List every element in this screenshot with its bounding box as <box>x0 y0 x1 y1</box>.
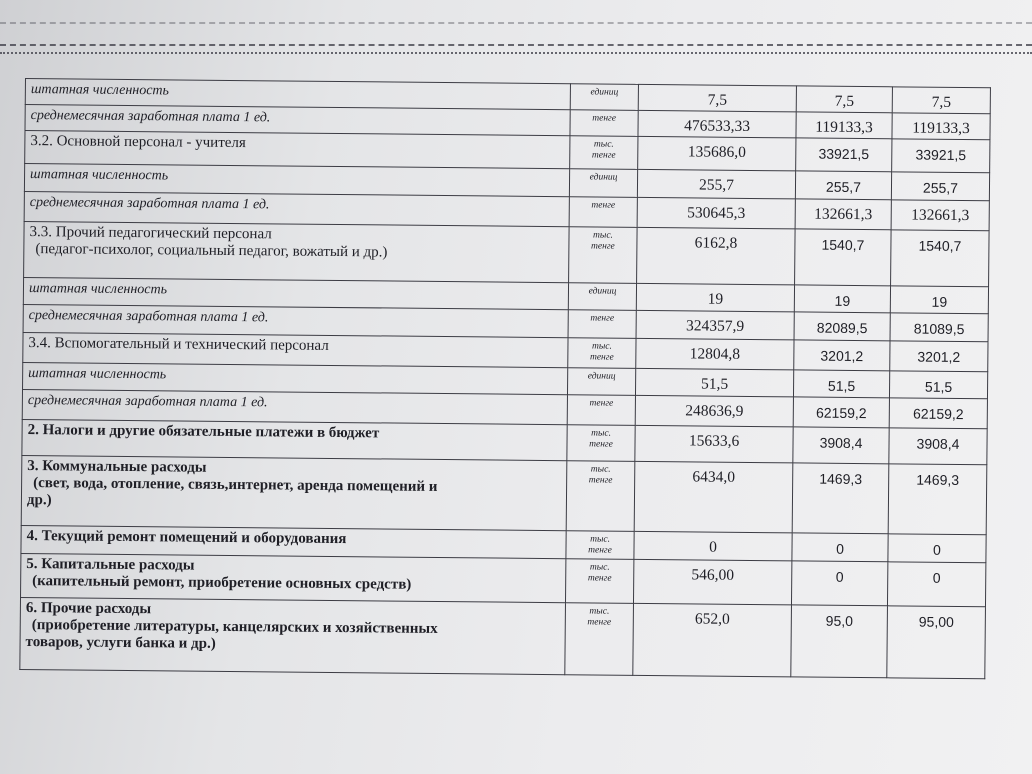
unit-text: тыс. <box>589 606 610 617</box>
value-cell-col2: 33921,5 <box>796 138 892 172</box>
unit-cell <box>565 603 634 676</box>
budget-table <box>19 78 991 679</box>
value-cell-col3: 1469,3 <box>888 464 987 535</box>
value-cell-col2: 62159,2 <box>793 397 889 428</box>
row-label-line: 2. Налоги и другие обязательные платежи в бюджет <box>27 422 380 442</box>
row-label-line: среднемесячная заработная плата 1 ед. <box>29 195 270 213</box>
row-label-line: среднемесячная заработная плата 1 ед. <box>30 108 271 126</box>
value-cell-col2: 82089,5 <box>794 312 890 341</box>
row-label-line: (педагог-психолог, социальный педагог, вожатый и др.) <box>35 241 388 261</box>
row-label-line: 4. Текущий ремонт помещений и оборудования <box>26 528 347 548</box>
value-cell-col2: 132661,3 <box>795 199 891 230</box>
unit-text: единиц <box>590 87 619 98</box>
value-cell-col3: 7,5 <box>892 87 990 114</box>
value-cell-col2: 1540,7 <box>795 229 892 286</box>
value-cell-col3: 33921,5 <box>892 139 990 173</box>
row-label-line: (свет, вода, отопление, связь,интернет, аренда помещений и <box>33 475 438 495</box>
unit-text: тенге <box>588 545 612 556</box>
unit-cell <box>568 283 636 311</box>
unit-text: тенге <box>591 241 615 252</box>
value-cell-col1: 12804,8 <box>636 338 794 370</box>
value-cell-col2: 19 <box>794 285 890 313</box>
perforation-line <box>0 44 1032 46</box>
value-cell-col3: 81089,5 <box>890 313 988 342</box>
row-label-line: др.) <box>26 492 52 509</box>
value-cell-col3: 0 <box>887 562 985 607</box>
row-label-line: (капительный ремонт, приобретение основных средств) <box>32 573 412 593</box>
unit-text: тенге <box>592 113 617 124</box>
torn-edge-line <box>0 22 1032 24</box>
value-cell-col2: 7,5 <box>796 86 892 113</box>
value-cell-col1: 6434,0 <box>634 461 793 533</box>
unit-cell <box>569 197 637 228</box>
row-label-line: 3.2. Основной персонал - учителя <box>30 133 246 152</box>
unit-text: тыс. <box>591 341 612 352</box>
unit-text: тыс. <box>589 562 610 573</box>
unit-cell <box>566 461 635 532</box>
unit-text: тыс. <box>593 139 614 150</box>
row-label-line: 3.4. Вспомогательный и технический персонал <box>28 335 329 354</box>
unit-text: тенге <box>591 150 616 161</box>
value-cell-col2: 3201,2 <box>794 340 890 371</box>
row-label-line: 6. Прочие расходы <box>25 600 152 618</box>
table-row <box>20 597 986 678</box>
value-cell-col3: 3201,2 <box>890 341 988 372</box>
row-label <box>22 419 567 460</box>
value-cell-col1: 476533,33 <box>638 110 796 138</box>
value-cell-col1: 530645,3 <box>637 197 795 229</box>
row-label-line: (приобретение литературы, канцелярских и хозяйственных <box>31 617 438 637</box>
value-cell-col1: 248636,9 <box>635 395 793 427</box>
value-cell-col1: 255,7 <box>637 169 795 199</box>
unit-cell <box>565 559 633 604</box>
unit-cell <box>569 227 638 284</box>
unit-text: тенге <box>591 200 616 211</box>
unit-cell <box>567 395 635 426</box>
budget-table-container <box>19 78 1005 679</box>
value-cell-col2: 119133,3 <box>796 112 892 139</box>
unit-cell <box>568 338 636 369</box>
table-row <box>24 221 989 286</box>
unit-cell <box>570 84 638 111</box>
unit-cell <box>570 136 638 170</box>
row-label-line: 3.3. Прочий педагогический персонал <box>29 224 272 243</box>
row-label <box>21 455 567 530</box>
unit-cell <box>569 169 637 198</box>
perforation-line <box>0 52 1032 54</box>
unit-cell <box>567 425 635 462</box>
value-cell-col1: 51,5 <box>635 368 793 397</box>
value-cell-col2: 51,5 <box>793 370 889 398</box>
row-label-line: среднемесячная заработная плата 1 ед. <box>27 393 268 411</box>
value-cell-col1: 6162,8 <box>637 227 796 285</box>
value-cell-col1: 546,00 <box>633 559 791 605</box>
unit-text: тыс. <box>590 464 611 475</box>
row-label <box>25 131 570 169</box>
value-cell-col3: 1540,7 <box>891 230 990 287</box>
value-cell-col3: 19 <box>890 286 988 314</box>
budget-table-body <box>20 79 991 679</box>
value-cell-col1: 15633,6 <box>635 425 793 463</box>
unit-text: тыс. <box>590 534 611 545</box>
unit-text: тыс. <box>591 428 612 439</box>
unit-text: тенге <box>589 352 614 363</box>
unit-cell <box>570 110 638 137</box>
value-cell-col3: 119133,3 <box>892 113 990 140</box>
unit-text: единиц <box>588 286 617 297</box>
value-cell-col3: 0 <box>888 534 986 563</box>
value-cell-col1: 0 <box>634 531 792 561</box>
value-cell-col3: 95,00 <box>887 606 986 679</box>
row-label <box>21 553 566 602</box>
row-label <box>24 221 570 282</box>
unit-text: тенге <box>589 398 614 409</box>
unit-cell <box>566 531 634 560</box>
row-label-line: штатная численность <box>28 281 168 298</box>
row-label <box>20 597 566 674</box>
row-label-line: товаров, услуги банка и др.) <box>25 634 216 652</box>
unit-cell <box>568 310 636 339</box>
row-label-line: 3. Коммунальные расходы <box>27 458 207 476</box>
value-cell-col2: 95,0 <box>791 605 888 678</box>
unit-text: тенге <box>587 573 612 584</box>
row-label-line: среднемесячная заработная плата 1 ед. <box>28 308 269 326</box>
unit-text: тенге <box>588 475 613 486</box>
value-cell-col3: 255,7 <box>891 172 989 201</box>
value-cell-col3: 132661,3 <box>891 200 989 231</box>
row-label-line: 5. Капитальные расходы <box>26 556 195 574</box>
value-cell-col2: 255,7 <box>795 171 891 200</box>
value-cell-col1: 135686,0 <box>638 136 796 171</box>
unit-text: тенге <box>590 313 615 324</box>
value-cell-col1: 7,5 <box>638 84 796 112</box>
page-top-edge <box>0 0 1032 60</box>
value-cell-col2: 3908,4 <box>793 427 889 464</box>
row-label-line: штатная численность <box>28 366 167 383</box>
value-cell-col1: 324357,9 <box>636 310 794 340</box>
row-label-line: штатная численность <box>30 82 170 99</box>
value-cell-col2: 1469,3 <box>792 463 889 534</box>
value-cell-col3: 3908,4 <box>889 428 987 465</box>
unit-text: тенге <box>587 617 612 628</box>
unit-text: единиц <box>589 172 618 183</box>
table-row <box>21 455 987 534</box>
value-cell-col2: 0 <box>792 533 888 562</box>
value-cell-col2: 0 <box>791 561 887 606</box>
unit-cell <box>567 368 635 396</box>
value-cell-col3: 62159,2 <box>889 398 987 429</box>
unit-text: тенге <box>589 439 613 450</box>
row-label-line: штатная численность <box>30 167 169 184</box>
value-cell-col1: 19 <box>636 283 794 312</box>
unit-text: единиц <box>587 371 616 382</box>
value-cell-col3: 51,5 <box>889 371 987 399</box>
unit-text: тыс. <box>593 230 613 241</box>
value-cell-col1: 652,0 <box>633 603 792 677</box>
